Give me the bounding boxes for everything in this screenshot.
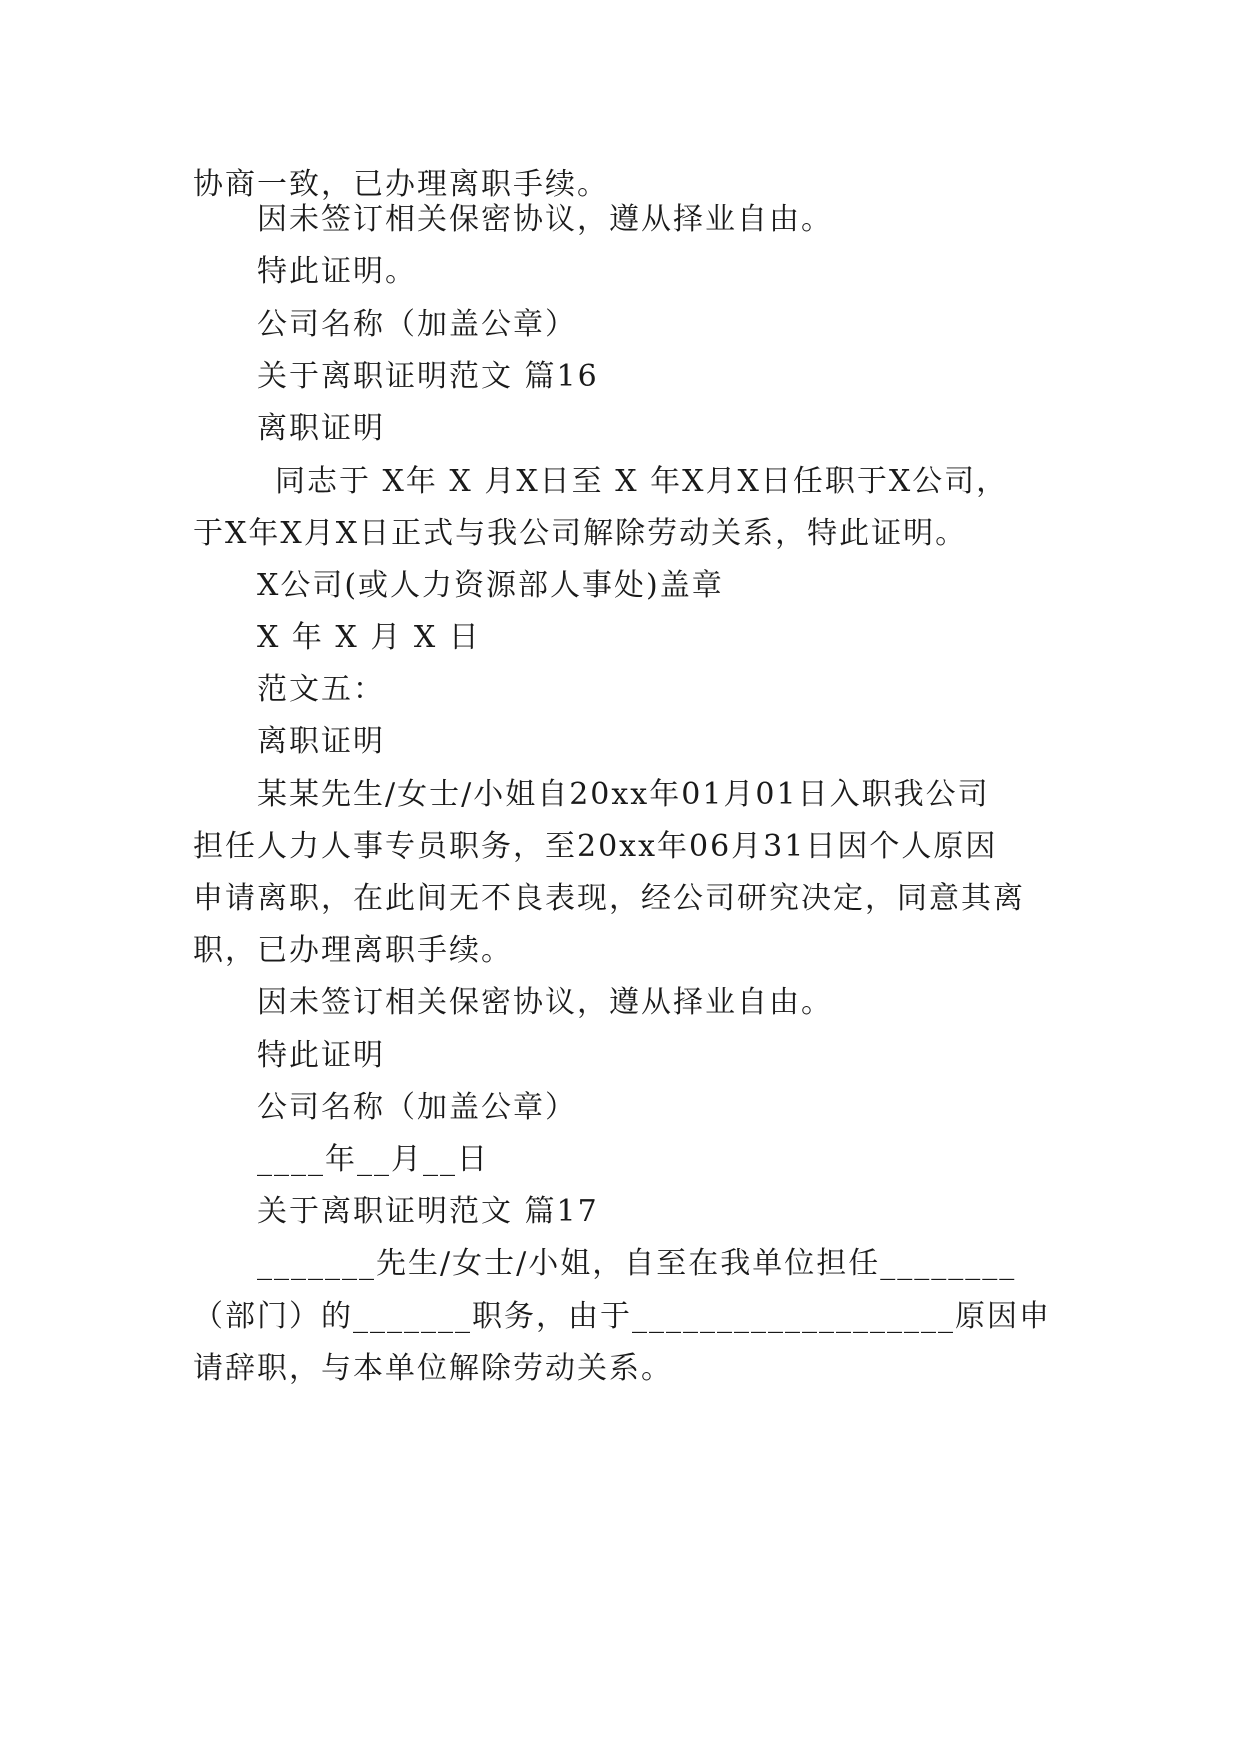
text-line: 特此证明	[257, 1038, 385, 1073]
text-line: 离职证明	[257, 411, 385, 446]
text-line: X公司(或人力资源部人事处)盖章	[257, 568, 724, 603]
text-line: 因未签订相关保密协议，遵从择业自由。	[257, 985, 833, 1020]
text-line: 某某先生/女士/小姐自20xx年01月01日入职我公司	[257, 777, 990, 812]
text-line: 范文五：	[257, 672, 385, 707]
text-line: 同志于 X年 X 月X日至 X 年X月X日任职于X公司，	[275, 464, 1009, 499]
text-line: （部门）的_______职务，由于___________________原因申	[193, 1299, 1051, 1334]
text-line: 特此证明。	[257, 254, 417, 289]
text-line: 职，已办理离职手续。	[193, 933, 513, 968]
text-line: 担任人力人事专员职务，至20xx年06月31日因个人原因	[193, 829, 998, 864]
text-line: 离职证明	[257, 724, 385, 759]
text-line: 因未签订相关保密协议，遵从择业自由。	[257, 202, 833, 237]
text-line: 申请离职，在此间无不良表现，经公司研究决定，同意其离	[193, 881, 1025, 916]
section-heading: 关于离职证明范文 篇16	[257, 359, 599, 394]
section-heading: 关于离职证明范文 篇17	[257, 1194, 599, 1229]
text-line: 公司名称（加盖公章）	[257, 307, 577, 342]
text-line: 协商一致，已办理离职手续。	[193, 167, 609, 202]
text-line: ____年__月__日	[257, 1142, 489, 1177]
text-line: X 年 X 月 X 日	[257, 620, 481, 655]
text-line: _______先生/女士/小姐，自至在我单位担任________	[257, 1246, 1017, 1281]
text-line: 公司名称（加盖公章）	[257, 1090, 577, 1125]
text-line: 请辞职，与本单位解除劳动关系。	[193, 1351, 673, 1386]
text-line: 于X年X月X日正式与我公司解除劳动关系，特此证明。	[193, 516, 968, 551]
